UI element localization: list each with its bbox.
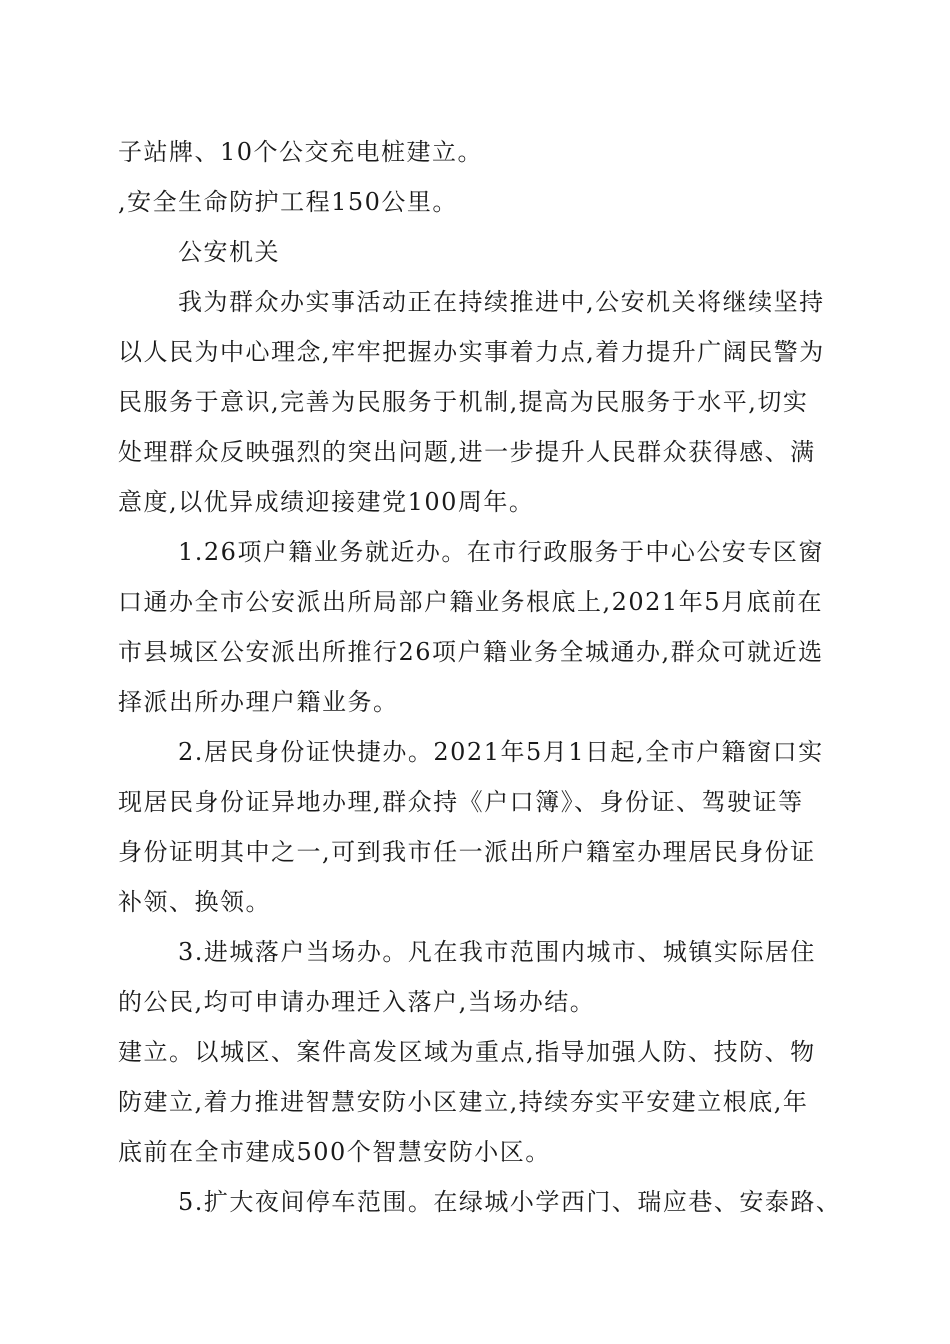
text-line-11: 市县城区公安派出所推行26项户籍业务全城通办,群众可就近选 (118, 638, 824, 666)
text-line-13: 2.居民身份证快捷办。2021年5月1日起,全市户籍窗口实 (178, 738, 824, 766)
text-line-5: 以人民为中心理念,牢牢把握办实事着力点,着力提升广阔民警为 (118, 338, 825, 366)
text-line-10: 口通办全市公安派出所局部户籍业务根底上,2021年5月底前在 (118, 588, 823, 616)
text-line-15: 身份证明其中之一,可到我市任一派出所户籍室办理居民身份证 (118, 838, 816, 866)
text-line-19: 建立。以城区、案件高发区域为重点,指导加强人防、技防、物 (118, 1038, 816, 1066)
text-line-21: 底前在全市建成500个智慧安防小区。 (118, 1138, 551, 1166)
text-line-20: 防建立,着力推进智慧安防小区建立,持续夯实平安建立根底,年 (118, 1088, 809, 1116)
section-heading: 公安机关 (178, 238, 280, 266)
text-line-7: 处理群众反映强烈的突出问题,进一步提升人民群众获得感、满 (118, 438, 816, 466)
text-line-8: 意度,以优异成绩迎接建党100周年。 (118, 488, 535, 516)
text-line-6: 民服务于意识,完善为民服务于机制,提高为民服务于水平,切实 (118, 388, 809, 416)
text-line-9: 1.26项户籍业务就近办。在市行政服务于中心公安专区窗 (178, 538, 824, 566)
text-line-17: 3.进城落户当场办。凡在我市范围内城市、城镇实际居住 (178, 938, 816, 966)
text-line-18: 的公民,均可申请办理迁入落户,当场办结。 (118, 988, 596, 1016)
text-line-1: 子站牌、10个公交充电桩建立。 (118, 138, 484, 166)
text-line-16: 补领、换领。 (118, 888, 271, 916)
text-line-14: 现居民身份证异地办理,群众持《户口簿》、身份证、驾驶证等 (118, 788, 804, 816)
text-line-4: 我为群众办实事活动正在持续推进中,公安机关将继续坚持 (178, 288, 825, 316)
text-line-2: ,安全生命防护工程150公里。 (118, 188, 458, 216)
text-line-12: 择派出所办理户籍业务。 (118, 688, 399, 716)
text-line-22: 5.扩大夜间停车范围。在绿城小学西门、瑞应巷、安泰路、 (178, 1188, 842, 1216)
